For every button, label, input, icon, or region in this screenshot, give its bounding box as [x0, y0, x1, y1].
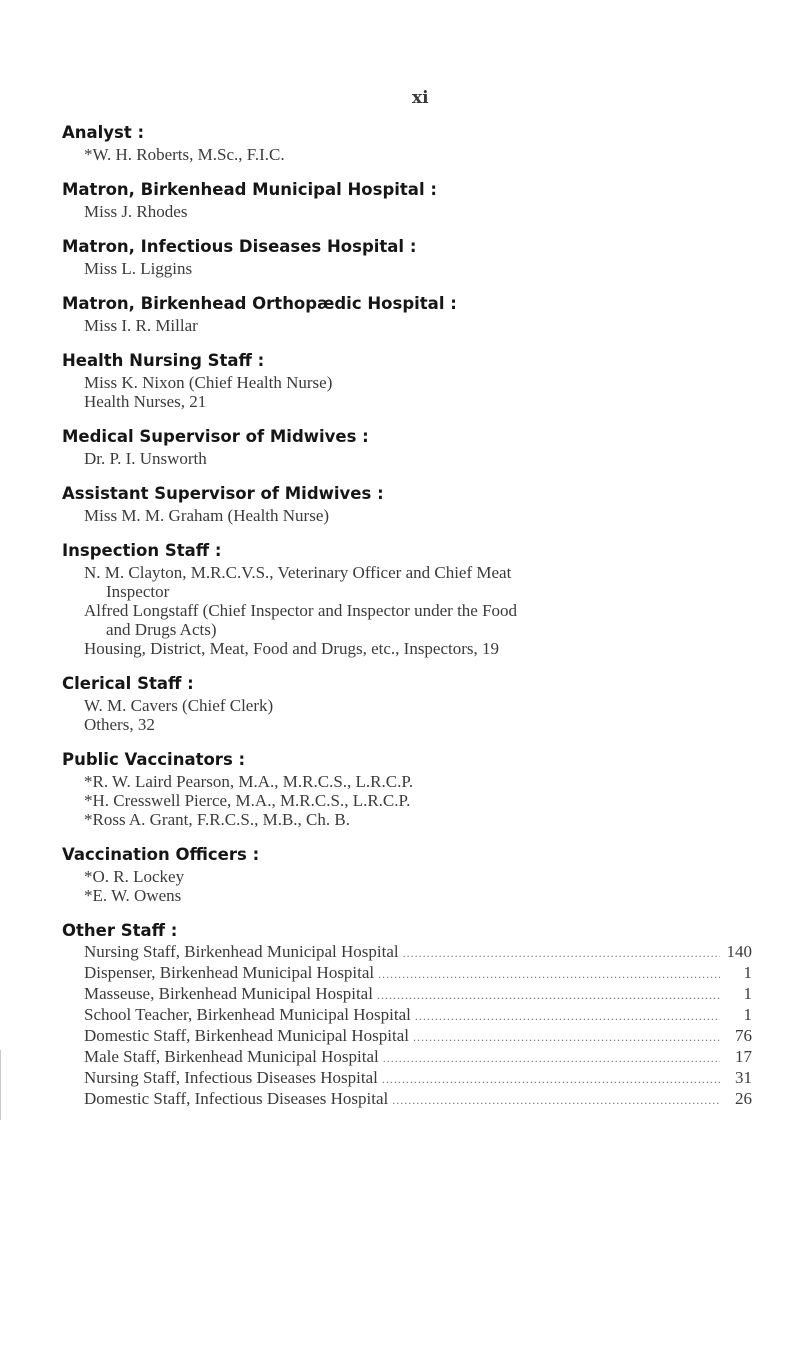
section-heading: Analyst :: [62, 123, 145, 142]
section-heading: Public Vaccinators :: [62, 750, 246, 769]
staff-row-count: 140: [726, 942, 752, 961]
staff-row-label: Domestic Staff, Infectious Diseases Hospital: [84, 1089, 389, 1108]
staff-count-row: [62, 1089, 752, 1110]
leader-dots: [382, 1070, 720, 1089]
section-line: *Ross A. Grant, F.R.C.S., M.B., Ch. B.: [84, 810, 350, 829]
section-analyst: [62, 122, 752, 164]
section-line: *O. R. Lockey: [84, 867, 185, 886]
section-line: W. M. Cavers (Chief Clerk): [84, 696, 274, 715]
leader-dots: [403, 944, 720, 963]
staff-row-count: 26: [735, 1089, 752, 1108]
staff-list: [62, 122, 752, 1125]
staff-row-label: School Teacher, Birkenhead Municipal Hospital: [84, 1005, 411, 1024]
section-inspection-staff: [62, 540, 752, 658]
section-heading: Matron, Birkenhead Orthopædic Hospital :: [62, 294, 457, 313]
staff-count-row: [62, 963, 752, 984]
staff-row-label: Male Staff, Birkenhead Municipal Hospital: [84, 1047, 379, 1066]
section-matron-orthopaedic: [62, 293, 752, 335]
section-line: Miss M. M. Graham (Health Nurse): [84, 506, 330, 525]
section-heading: Vaccination Officers :: [62, 845, 260, 864]
section-heading: Matron, Birkenhead Municipal Hospital :: [62, 180, 437, 199]
staff-row-count: 1: [743, 963, 752, 982]
section-line: *R. W. Laird Pearson, M.A., M.R.C.S., L.R.C.P.: [84, 772, 414, 791]
section-line: Health Nurses, 21: [84, 392, 207, 411]
section-line: Others, 32: [84, 715, 155, 734]
section-heading: Medical Supervisor of Midwives :: [62, 427, 369, 446]
staff-row-label: Masseuse, Birkenhead Municipal Hospital: [84, 984, 373, 1003]
staff-row-label: Nursing Staff, Infectious Diseases Hospital: [84, 1068, 378, 1087]
leader-dots: [383, 1049, 720, 1068]
section-heading: Assistant Supervisor of Midwives :: [62, 484, 384, 503]
section-line: Miss I. R. Millar: [84, 316, 198, 335]
leader-dots: [415, 1007, 720, 1026]
section-line: Alfred Longstaff (Chief Inspector and Inspector under the Food: [84, 601, 518, 620]
staff-count-row: [62, 984, 752, 1005]
staff-row-count: 1: [743, 984, 752, 1003]
section-line: *H. Cresswell Pierce, M.A., M.R.C.S., L.R.C.P.: [84, 791, 411, 810]
section-heading: Health Nursing Staff :: [62, 351, 265, 370]
section-heading: Inspection Staff :: [62, 541, 222, 560]
staff-count-row: [62, 942, 752, 963]
section-heading: Clerical Staff :: [62, 674, 194, 693]
section-clerical-staff: [62, 673, 752, 734]
staff-row-count: 31: [735, 1068, 752, 1087]
section-assistant-supervisor: [62, 483, 752, 525]
staff-row-label: Dispenser, Birkenhead Municipal Hospital: [84, 963, 375, 982]
staff-count-row: [62, 1047, 752, 1068]
section-line: and Drugs Acts): [106, 620, 217, 639]
section-matron-municipal: [62, 179, 752, 221]
section-line: N. M. Clayton, M.R.C.V.S., Veterinary Officer and Chief Meat: [84, 563, 512, 582]
staff-row-label: Nursing Staff, Birkenhead Municipal Hospital: [84, 942, 399, 961]
staff-row-count: 17: [735, 1047, 752, 1066]
section-heading: Matron, Infectious Diseases Hospital :: [62, 237, 417, 256]
section-line: Miss K. Nixon (Chief Health Nurse): [84, 373, 333, 392]
section-vaccination-officers: [62, 844, 752, 905]
section-line: Miss L. Liggins: [84, 259, 193, 278]
leader-dots: [392, 1091, 720, 1110]
section-line: *W. H. Roberts, M.Sc., F.I.C.: [84, 145, 285, 164]
section-medical-supervisor: [62, 426, 752, 468]
staff-row-count: 76: [735, 1026, 752, 1045]
staff-count-row: [62, 1068, 752, 1089]
staff-row-count: 1: [743, 1005, 752, 1024]
section-matron-infectious: [62, 236, 752, 278]
section-line: Inspector: [106, 582, 170, 601]
leader-dots: [377, 986, 720, 1005]
section-line: *E. W. Owens: [84, 886, 182, 905]
section-other-staff: [62, 920, 752, 1110]
staff-row-label: Domestic Staff, Birkenhead Municipal Hospital: [84, 1026, 409, 1045]
section-line: Housing, District, Meat, Food and Drugs, etc., Inspectors, 19: [84, 639, 500, 658]
staff-count-row: [62, 1005, 752, 1026]
section-line: Dr. P. I. Unsworth: [84, 449, 207, 468]
margin-mark: [0, 1050, 1, 1120]
section-health-nursing: [62, 350, 752, 411]
section-line: Miss J. Rhodes: [84, 202, 188, 221]
section-heading: Other Staff :: [62, 921, 178, 940]
leader-dots: [378, 965, 720, 984]
section-public-vaccinators: [62, 749, 752, 829]
staff-count-row: [62, 1026, 752, 1047]
page-number: xi: [412, 88, 429, 108]
leader-dots: [413, 1028, 720, 1047]
